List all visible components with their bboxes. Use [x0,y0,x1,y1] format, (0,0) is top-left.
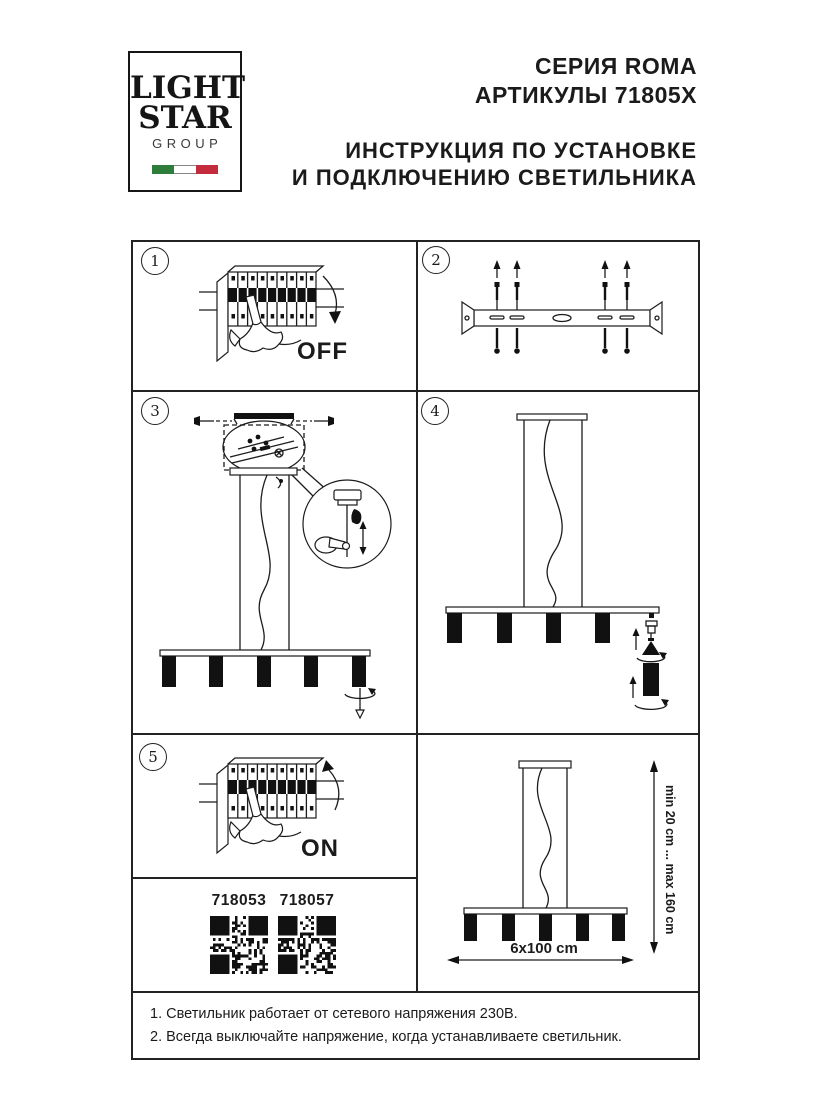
logo-word-light: LIGHT [130,70,246,106]
footer-divider [133,991,698,993]
column-divider [416,242,418,991]
lamp-bar-icon [160,650,370,687]
note-1: 1. Светильник работает от сетевого напряжения 230В. [150,1006,518,1022]
note-2: 2. Всегда выключайте напряжение, когда устанавливаете светильник. [150,1029,622,1045]
step-1-number: 1 [141,247,169,275]
instruction-title-line1: ИНСТРУКЦИЯ ПО УСТАНОВКЕ [345,138,697,163]
flag-green [152,165,174,174]
mounting-bracket-illustration [442,252,672,382]
row-divider-2 [133,733,698,735]
lightstar-logo [128,51,246,192]
pendant-icon [464,761,627,941]
header [292,52,697,191]
qr-left-code: 718053 [211,892,267,909]
off-label: OFF [297,338,348,365]
screw-rotate-icon [345,688,376,718]
pendant-assembly-illustration [432,400,682,720]
step-3-number: 3 [141,397,169,425]
italian-flag-stripe [152,165,218,174]
qr-left [208,892,270,974]
canopy-and-rods-icon [230,468,297,650]
flag-red [196,165,218,174]
qr-right-code: 718057 [279,892,335,909]
ceiling-bracket-icon [194,413,334,473]
width-dimension-arrow-icon [447,956,634,964]
flag-white [174,165,196,174]
width-label: 6x100 cm [510,940,578,957]
qr-code-718053 [210,916,268,974]
step-2-number: 2 [422,246,450,274]
instruction-title-line2: И ПОДКЛЮЧЕНИЮ СВЕТИЛЬНИКА [291,165,697,190]
articles-title: АРТИКУЛЫ 71805X [474,82,697,108]
steps-table [131,240,700,1060]
screws-and-anchors-icon [494,260,631,354]
logo-word-group: GROUP [152,136,223,151]
row-divider-1 [133,390,698,392]
magnifier-detail-icon [292,468,391,568]
qr-right [276,892,338,974]
height-range-label: min 20 cm ... max 160 cm [663,785,677,935]
bracket-icon [462,302,662,334]
step-5-number: 5 [139,743,167,771]
series-title: СЕРИЯ ROMA [534,53,697,79]
dimensions-illustration [442,747,692,972]
on-label: ON [301,835,339,862]
step-4-number: 4 [421,397,449,425]
ceiling-mount-illustration [142,397,407,727]
footer-notes [150,1003,622,1049]
suspension-icon [517,414,587,607]
qr-code-718057 [278,916,336,974]
row-divider-3 [133,877,416,879]
switch-down-arrow-icon [323,276,341,324]
lamp-bar-icon [446,607,659,643]
shade-mounting-icon [630,613,670,709]
switch-up-arrow-icon [322,760,339,810]
logo-word-star: STAR [138,100,232,136]
